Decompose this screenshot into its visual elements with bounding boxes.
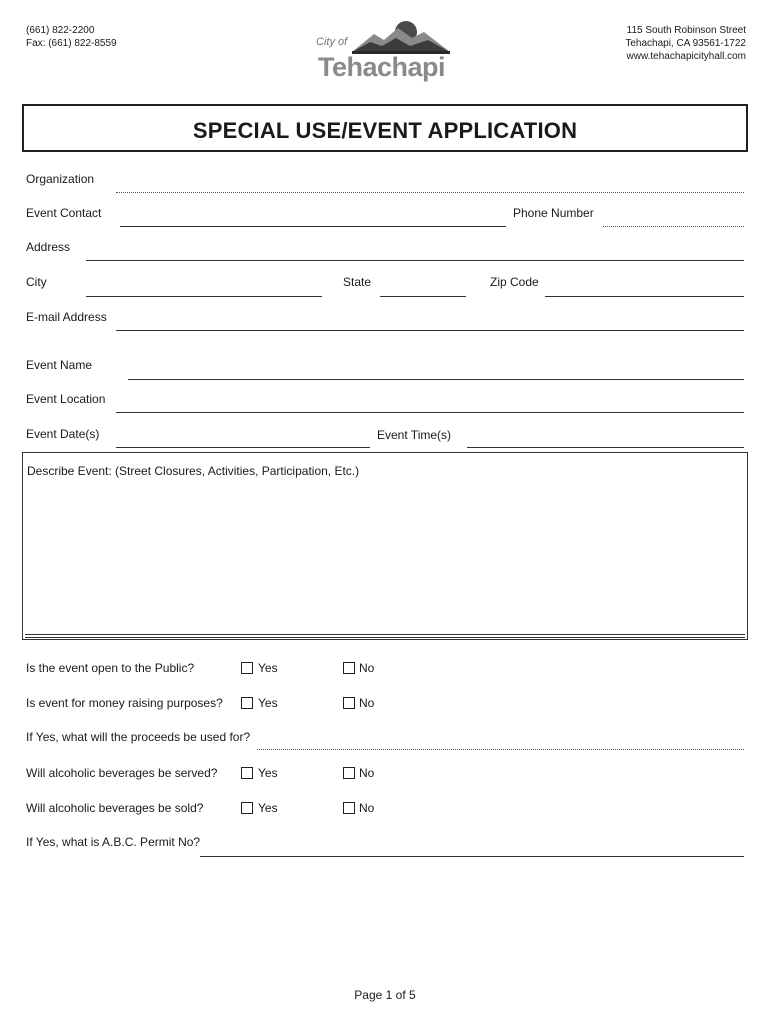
logo-city-of: City of xyxy=(316,36,348,48)
proceeds-use-field[interactable] xyxy=(257,749,744,750)
title-box xyxy=(22,104,748,152)
money-raising-yes-checkbox[interactable] xyxy=(241,697,253,709)
email-label: E-mail Address xyxy=(26,310,107,324)
open-to-public-yes-label: Yes xyxy=(258,661,278,675)
money-raising-no-checkbox[interactable] xyxy=(343,697,355,709)
phone-number-field[interactable] xyxy=(603,226,744,227)
city-logo xyxy=(312,18,452,86)
city-label: City xyxy=(26,275,47,289)
event-dates-field[interactable] xyxy=(116,447,370,448)
contact-fax: Fax: (661) 822-8559 xyxy=(26,38,117,49)
event-dates-label: Event Date(s) xyxy=(26,427,100,441)
page-title: SPECIAL USE/EVENT APPLICATION xyxy=(192,118,578,143)
event-location-label: Event Location xyxy=(26,392,106,406)
alcohol-served-yes-checkbox[interactable] xyxy=(241,767,253,779)
website-link[interactable]: www.tehachapicityhall.com xyxy=(626,51,746,62)
address-line-2: Tehachapi, CA 93561-1722 xyxy=(625,38,746,49)
contact-phone: (661) 822-2200 xyxy=(26,25,95,36)
alcohol-sold-no-checkbox[interactable] xyxy=(343,802,355,814)
alcohol-served-yes-label: Yes xyxy=(258,766,278,780)
email-field[interactable] xyxy=(116,330,744,331)
describe-event-box[interactable] xyxy=(22,452,748,640)
alcohol-sold-label: Will alcoholic beverages be sold? xyxy=(26,801,204,815)
address-field[interactable] xyxy=(86,260,744,261)
money-raising-no-label: No xyxy=(359,696,375,710)
describe-event-label: Describe Event: (Street Closures, Activities, Participation, Etc.) xyxy=(27,464,360,478)
address-line-1: 115 South Robinson Street xyxy=(626,25,746,36)
alcohol-served-label: Will alcoholic beverages be served? xyxy=(26,766,218,780)
event-contact-field[interactable] xyxy=(120,226,506,227)
event-contact-label: Event Contact xyxy=(26,206,102,220)
alcohol-sold-yes-label: Yes xyxy=(258,801,278,815)
proceeds-use-label: If Yes, what will the proceeds be used for? xyxy=(26,730,251,744)
alcohol-served-no-label: No xyxy=(359,766,375,780)
open-to-public-label: Is the event open to the Public? xyxy=(26,661,195,675)
event-name-label: Event Name xyxy=(26,358,93,372)
alcohol-sold-no-label: No xyxy=(359,801,375,815)
event-location-field[interactable] xyxy=(116,412,744,413)
state-field[interactable] xyxy=(380,296,466,297)
city-field[interactable] xyxy=(86,296,322,297)
event-times-label: Event Time(s) xyxy=(377,428,452,442)
open-to-public-no-label: No xyxy=(359,661,375,675)
zip-code-field[interactable] xyxy=(545,296,744,297)
abc-permit-label: If Yes, what is A.B.C. Permit No? xyxy=(26,835,201,849)
event-name-field[interactable] xyxy=(128,379,744,380)
abc-permit-field[interactable] xyxy=(200,856,744,857)
address-label: Address xyxy=(26,240,71,254)
describe-box-rule-1 xyxy=(25,634,745,635)
state-label: State xyxy=(343,275,372,289)
organization-field[interactable] xyxy=(116,192,744,193)
open-to-public-no-checkbox[interactable] xyxy=(343,662,355,674)
page-number: Page 1 of 5 xyxy=(354,988,416,1002)
alcohol-served-no-checkbox[interactable] xyxy=(343,767,355,779)
phone-number-label: Phone Number xyxy=(513,206,594,220)
alcohol-sold-yes-checkbox[interactable] xyxy=(241,802,253,814)
open-to-public-yes-checkbox[interactable] xyxy=(241,662,253,674)
describe-box-rule-2 xyxy=(25,637,745,638)
money-raising-label: Is event for money raising purposes? xyxy=(26,696,223,710)
organization-label: Organization xyxy=(26,172,95,186)
money-raising-yes-label: Yes xyxy=(258,696,278,710)
zip-code-label: Zip Code xyxy=(490,275,539,289)
logo-city-name: Tehachapi xyxy=(318,52,446,82)
event-times-field[interactable] xyxy=(467,447,744,448)
